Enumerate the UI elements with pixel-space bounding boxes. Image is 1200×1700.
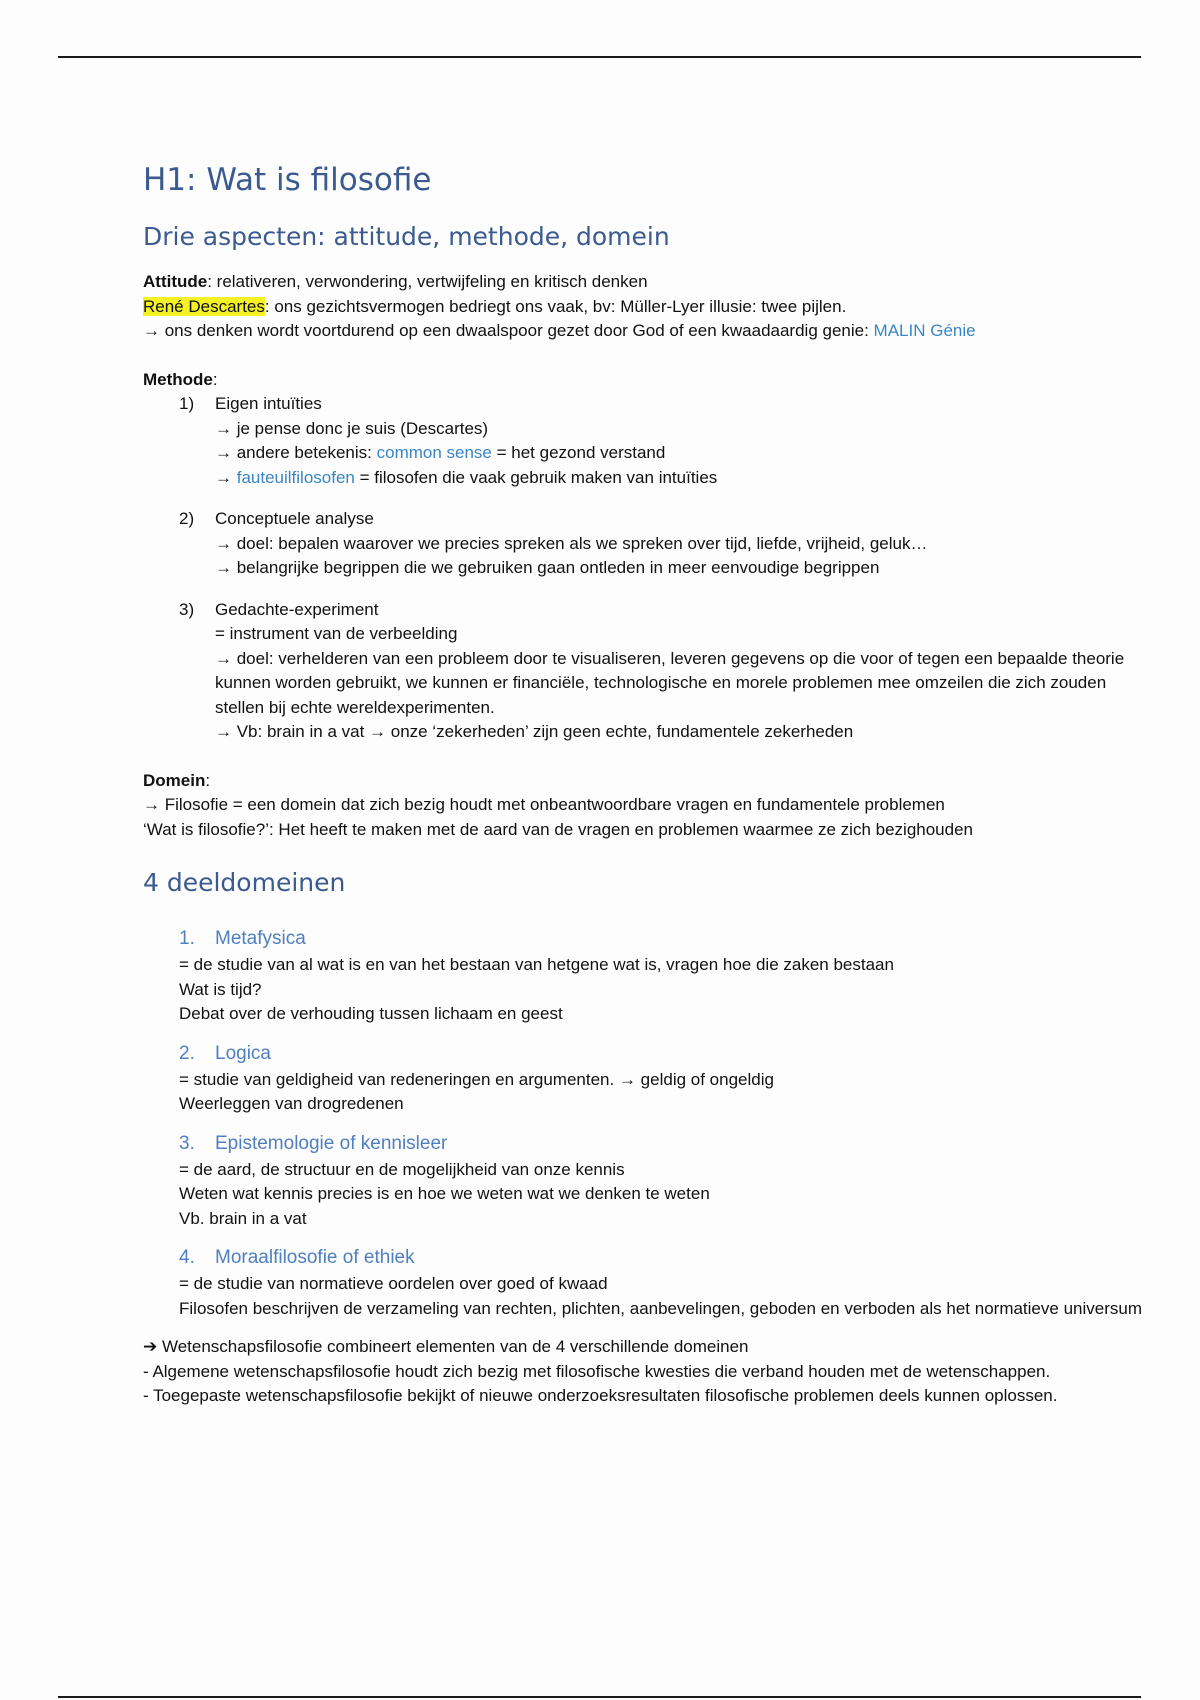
attitude-line xyxy=(143,270,1143,295)
step-line: → doel: bepalen waarover we precies spreken als we spreken over tijd, liefde, vrijheid, geluk… xyxy=(215,533,928,553)
malin-line xyxy=(143,319,1143,344)
deeldomein-body xyxy=(143,1068,1143,1117)
domein-colon: : xyxy=(205,770,211,790)
deeldomein-line: Weerleggen van drogredenen xyxy=(179,1094,404,1113)
deeldomein-title xyxy=(143,1041,1143,1067)
step-line-prefix: → andere betekenis: xyxy=(215,443,377,462)
malin-term: MALIN Génie xyxy=(873,321,976,340)
step-title-text: Conceptuele analyse xyxy=(215,509,374,528)
step-number: 1) xyxy=(179,394,195,413)
domein-label: Domein xyxy=(143,770,206,790)
deeldomein-item xyxy=(143,926,1143,1027)
deeldomein-body xyxy=(143,1272,1143,1321)
deeldomein-line: = de studie van al wat is en van het bestaan van hetgene wat is, vragen hoe die zaken bestaan xyxy=(179,955,894,974)
page-top-rule xyxy=(58,56,1141,58)
deeldomein-item xyxy=(143,1041,1143,1117)
methode-step-title xyxy=(143,598,1143,623)
deeldomein-line: = de studie van normatieve oordelen over goed of kwaad xyxy=(179,1274,608,1293)
closing-line: ➔ Wetenschapsfilosofie combineert elementen van de 4 verschillende domeinen xyxy=(143,1337,749,1356)
closing-line: - Algemene wetenschapsfilosofie houdt zich bezig met filosofische kwesties die verband houden met de wetenschappen. xyxy=(143,1361,1051,1381)
descartes-text: : ons gezichtsvermogen bedriegt ons vaak, bv: Müller-Lyer illusie: twee pijlen. xyxy=(264,296,847,316)
deeldomein-line: Wat is tijd? xyxy=(179,979,262,999)
deeldomein-line: Vb. brain in a vat xyxy=(179,1208,307,1228)
step-line-suffix: = het gezond verstand xyxy=(491,443,666,462)
methode-step-title xyxy=(143,507,1143,532)
deeldomein-title xyxy=(143,1131,1143,1157)
deeldomein-line: Weten wat kennis precies is en hoe we weten wat we denken te weten xyxy=(179,1184,710,1203)
methode-heading xyxy=(143,368,1143,393)
deeldomein-title-text: Epistemologie of kennisleer xyxy=(215,1132,448,1154)
methode-step-title xyxy=(143,392,1143,417)
step-line: = instrument van de verbeelding xyxy=(215,624,458,643)
deeldomein-number: 2. xyxy=(179,1042,195,1064)
methode-colon: : xyxy=(212,369,218,389)
document-page xyxy=(143,160,1143,1409)
fauteuilfilosofen-term: fauteuilfilosofen xyxy=(236,467,355,487)
step-number: 3) xyxy=(179,599,195,619)
methode-step xyxy=(143,392,1143,490)
methode-label: Methode xyxy=(143,369,213,389)
deeldomein-title xyxy=(143,1245,1143,1271)
descartes-highlight: René Descartes xyxy=(143,296,265,316)
deeldomein-line: = de aard, de structuur en de mogelijkheid van onze kennis xyxy=(179,1159,625,1179)
deeldomein-line: Filosofen beschrijven de verzameling van rechten, plichten, aanbevelingen, geboden en verboden als het normatieve universum xyxy=(179,1298,1142,1318)
step-line xyxy=(143,466,1143,491)
deeldomein-body xyxy=(143,1158,1143,1232)
deeldomein-title-text: Metafysica xyxy=(215,928,306,949)
deeldomein-item xyxy=(143,1131,1143,1232)
domein-line: ‘Wat is filosofie?’: Het heeft te maken met de aard van de vragen en problemen waarmee ze zich bezighouden xyxy=(143,819,974,839)
deeldomein-title-text: Moraalfilosofie of ethiek xyxy=(215,1247,415,1268)
common-sense-term: common sense xyxy=(376,443,492,462)
attitude-text: : relativeren, verwondering, vertwijfeling en kritisch denken xyxy=(207,272,648,291)
attitude-label: Attitude xyxy=(143,272,208,291)
section-heading-deeldomeinen: 4 deeldomeinen xyxy=(143,868,346,897)
domein-block xyxy=(143,769,1143,843)
step-line-suffix: = filosofen die vaak gebruik maken van intuïties xyxy=(354,467,718,487)
closing-line: - Toegepaste wetenschapsfilosofie bekijkt of nieuwe onderzoeksresultaten filosofische problemen deels kunnen oplossen. xyxy=(143,1386,1058,1405)
deeldomein-number: 1. xyxy=(179,928,195,949)
step-line: → je pense donc je suis (Descartes) xyxy=(215,418,489,438)
methode-block xyxy=(143,368,1143,745)
deeldomein-line: = studie van geldigheid van redeneringen en argumenten. → geldig of ongeldig xyxy=(179,1069,774,1089)
malin-prefix: → ons denken wordt voortdurend op een dwaalspoor gezet door God of een kwaadaardig genie: xyxy=(143,321,874,340)
attitude-block xyxy=(143,270,1143,344)
page-bottom-rule xyxy=(58,1696,1141,1698)
step-line: → belangrijke begrippen die we gebruiken gaan ontleden in meer eenvoudige begrippen xyxy=(215,558,880,577)
deeldomein-title-text: Logica xyxy=(215,1042,271,1064)
deeldomein-item xyxy=(143,1245,1143,1321)
step-title-text: Eigen intuïties xyxy=(215,394,322,413)
closing-block xyxy=(143,1335,1143,1409)
step-line: → doel: verhelderen van een probleem door te visualiseren, leveren gegevens op die voor of tegen een bepaalde theorie kunnen worden gebruikt, we kunnen er financiële, technologische en morele problemen mee omzeilen die zich zouden stellen bij echte wereldexperimenten. xyxy=(215,648,1125,717)
step-title-text: Gedachte-experiment xyxy=(215,599,379,619)
methode-step xyxy=(143,507,1143,581)
section-heading-aspecten: Drie aspecten: attitude, methode, domein xyxy=(143,222,670,251)
deeldomein-number: 3. xyxy=(179,1132,195,1154)
step-number: 2) xyxy=(179,509,195,528)
deeldomein-body xyxy=(143,953,1143,1027)
step-line-prefix: → xyxy=(215,467,237,487)
descartes-line xyxy=(143,295,1143,320)
deeldomein-number: 4. xyxy=(179,1247,195,1268)
domein-heading xyxy=(143,769,1143,794)
domein-line: → Filosofie = een domein dat zich bezig houdt met onbeantwoordbare vragen en fundamentele problemen xyxy=(143,795,945,814)
step-line: → Vb: brain in a vat → onze ‘zekerheden’ zijn geen echte, fundamentele zekerheden xyxy=(215,722,854,741)
page-title: H1: Wat is filosofie xyxy=(143,162,432,198)
deeldomein-title xyxy=(143,926,1143,952)
deeldomein-line: Debat over de verhouding tussen lichaam en geest xyxy=(179,1004,563,1023)
step-line xyxy=(143,441,1143,466)
methode-step xyxy=(143,598,1143,745)
